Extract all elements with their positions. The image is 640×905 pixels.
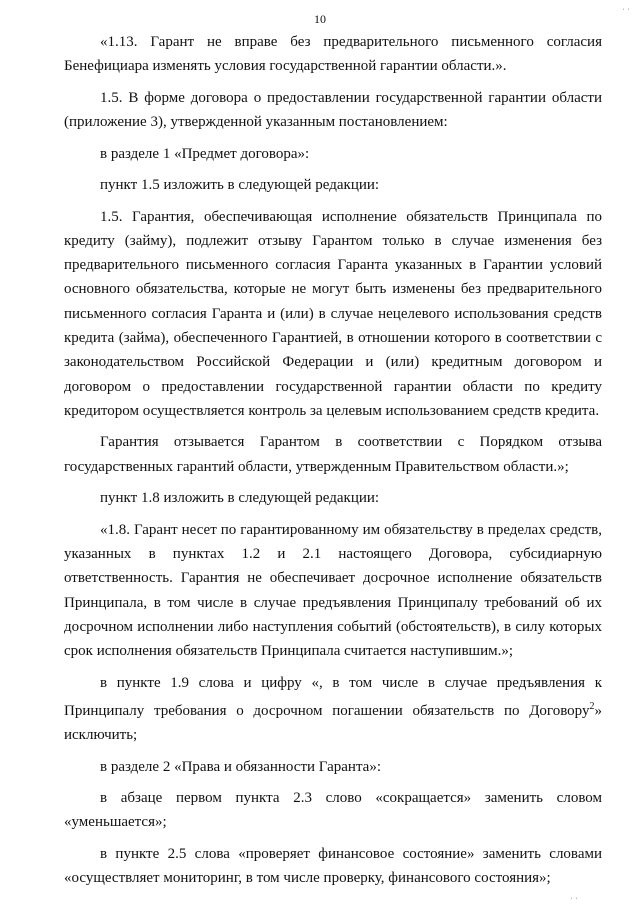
- scan-corner-mark: ˌ ˌ: [621, 0, 630, 10]
- paragraph-item-1-5-edit: пункт 1.5 изложить в следующей редакции:: [100, 177, 380, 194]
- paragraph-1-5-intro: 1.5. В форме договора о предоставлении государственной гарантии области (приложение 3), утвержденной указанным постановлением:: [64, 89, 602, 131]
- paragraph-1-8-text: «1.8. Гарант несет по гарантированному им обязательству в пределах средств, указанных в пунктах 1.2 и 2.1 настоящего Договора, субсидиарную ответственность. Гарантия не обеспечивает досрочное исполнение обязательств Принципала, в том числе в случае предъявления Принципалу требований об их досрочном исполнении либо наступления событий (обстоятельств), в силу которых срок исполнения обязательств Принципала считается наступившим.»;: [64, 521, 602, 660]
- paragraph-item-1-8-edit: пункт 1.8 изложить в следующей редакции:: [100, 490, 380, 507]
- document-body: [64, 30, 602, 898]
- paragraph-item-2-3: в абзаце первом пункта 2.3 слово «сокращается» заменить словом «уменьшается»;: [64, 790, 602, 831]
- paragraph-item-1-9: в пункте 1.9 слова и цифру «, в том числе в случае предъявления к Принципалу требования о досрочном погашении обязательств по Договору$^2$» исключить;: [64, 674, 602, 744]
- scan-corner-mark-bottom: ˌ ˌ: [569, 889, 578, 899]
- paragraph-guarantee-revocation: Гарантия отзывается Гарантом в соответствии с Порядком отзыва государственных гарантий области, утвержденным Правительством области.»;: [64, 434, 602, 475]
- footnote-marker: 2: [589, 700, 595, 712]
- paragraph-section-2: в разделе 2 «Права и обязанности Гаранта»:: [100, 758, 382, 775]
- paragraph-1-5-text: 1.5. Гарантия, обеспечивающая исполнение обязательств Принципала по кредиту (займу), подлежит отзыву Гарантом только в случае изменения без предварительного письменного согласия Гаранта указанных в Гарантии условий основного обязательства, которые не могут быть изменены без предварительного письменного согласия Гаранта и (или) в случае нецелевого использования средств кредита (займа), обеспеченного Гарантией, в отношении которого в соответствии с законодательством Российской Федерации и (или) кредитным договором и договором о предоставлении государственной гарантии области по кредиту кредитором осуществляется контроль за целевым использованием средств кредита.: [64, 208, 602, 419]
- page-number: 10: [314, 12, 326, 26]
- paragraph-section-1: в разделе 1 «Предмет договора»:: [100, 145, 310, 162]
- paragraph-item-2-5: в пункте 2.5 слова «проверяет финансовое состояние» заменить словами «осуществляет мониторинг, в том числе проверку, финансового состояния»;: [64, 845, 602, 887]
- paragraph-1-13: «1.13. Гарант не вправе без предварительного письменного согласия Бенефициара изменять условия государственной гарантии области.».: [64, 34, 602, 75]
